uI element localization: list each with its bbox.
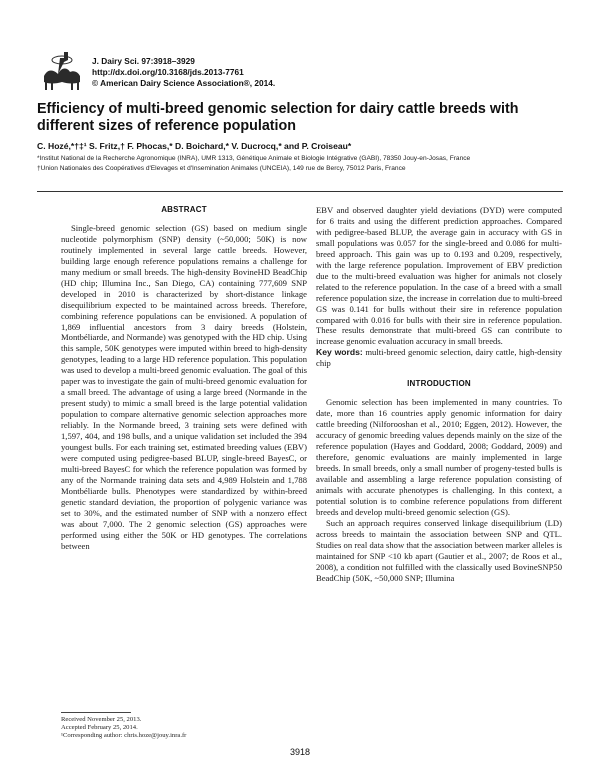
affiliation-unceia: †Union Nationales des Coopératives d'Elevages et d'Insemination Animales (UNCEIA), 149 rue de Bercy, 75012 Paris, France [37, 165, 406, 172]
journal-logo [38, 48, 86, 92]
abstract-heading: ABSTRACT [161, 205, 207, 214]
footnotes [61, 716, 307, 741]
abstract-column [61, 205, 307, 552]
right-column [316, 205, 562, 583]
doi-link[interactable]: http://dx.doi.org/10.3168/jds.2013-7761 [92, 67, 244, 77]
journal-header [92, 56, 275, 89]
footnote-divider [61, 712, 131, 713]
affiliations [37, 154, 561, 174]
citation: J. Dairy Sci. 97:3918–3929 [92, 56, 195, 66]
intro-paragraph-1: Genomic selection has been implemented in many countries. To date, more than 16 countries apply genomic information for dairy cattle breeding (Nilforooshan et al., 2010; Eggen, 2012). However, the accuracy of genomic breeding values depends mainly on the size of the reference population (Hayes and Goddard, 2008; Goddard, 2009) and therefore, genomic evaluations are mainly implemented in large breeds. In small breeds, only a small number of progeny-tested bulls is available and assembling a large reference population consisting of animals with accurate phenotypes is challenging. In this context, a potential solution is to combine reference populations from different breeds and develop multi-breed genomic selection (GS). [316, 397, 562, 517]
corresponding-author: ¹Corresponding author: chris.hoze@jouy.inra.fr [61, 732, 187, 740]
abstract-text-part-1: Single-breed genomic selection (GS) based on medium single nucleotide polymorphism (SNP) density (~50,000; 50K) is now routinely implemented in several large cattle breeds. However, building large enough reference populations remains a challenge for many medium or small breeds. The high-density BovineHD BeadChip (HD chip; Illumina Inc., San Diego, CA) containing 777,609 SNP developed in 2010 is characterized by short-distance linkage disequilibrium expected to be maintained across breeds. Therefore, combining reference populations can be envisioned. A population of 1,869 influential ancestors from 3 dairy breeds (Holstein, Montbéliarde, and Normande) was genotyped with the HD chip. Using this sample, 50K genotypes were imputed within breed to high-density genotypes, leading to a large HD reference population. This population was used to develop a multi-breed genomic evaluation. The goal of this paper was to investigate the gain of multi-breed genomic evaluation for a small breed. The advantage of using a large breed (Normande in the present study) to mimic a small breed is the large potential validation population to compare alternative genomic selection approaches more reliably. In the Normande breed, 3 training sets were defined with 1,597, 404, and 198 bulls, and a unique validation set included the 394 youngest bulls. For each training set, estimated breeding values (EBV) were computed using pedigree-based BLUP, single-breed BayesC, or multi-breed BayesC for which the reference population was formed by any of the Normande training data sets and 4,989 Holstein and 1,788 Montbéliarde bulls. Phenotypes were standardized by within-breed genetic standard deviation, the proportion of polygenic variance was set to 30%, and the estimated number of SNP with a nonzero effect was about 7,000. The 2 genomic selection (GS) approaches were performed using either the 50K or HD genotypes. The correlations between [61, 222, 307, 551]
page-number: 3918 [289, 747, 311, 757]
header-divider [37, 191, 563, 192]
copyright: © American Dairy Science Association®, 2014. [92, 78, 276, 88]
affiliation-inra: *Institut National de la Recherche Agronomique (INRA), UMR 1313, Génétique Animale et Biologie Intégrative (GABI), 78350 Jouy-en-Josas, France [37, 155, 471, 162]
keywords-label: Key words: [316, 347, 363, 358]
abstract-text-part-2: EBV and observed daughter yield deviations (DYD) were computed for 6 traits and using the different prediction approaches. Compared with pedigree-based BLUP, the average gain in accuracy with GS in small populations was 0.057 for the single-breed and 0.086 for multi-breed approach. This gain was up to 0.193 and 0.209, respectively, with the large reference population. Improvement of EBV prediction due to the multi-breed evaluation was higher for animals not closely related to the reference population. In the case of a breed with a small reference population size, the increase in correlation due to multi-breed GS was 0.141 for bulls without their sire in reference population compared with 0.016 for bulls with their sire in reference population. These results demonstrate that multi-breed GS can contribute to increase genomic evaluation accuracy in small breeds. [316, 205, 562, 347]
introduction-heading: INTRODUCTION [407, 379, 471, 389]
received-date: Received November 25, 2013. [61, 716, 142, 723]
keywords-text: multi-breed genomic selection, dairy cattle, high-density chip [316, 347, 563, 369]
accepted-date: Accepted February 25, 2014. [61, 724, 138, 732]
keywords [316, 347, 562, 369]
intro-paragraph-2: Such an approach requires conserved linkage disequilibrium (LD) across breeds to maintain the association between SNP and QTL. Studies on real data show that the association between marker alleles is maintained for SNP <10 kb apart (Gautier et al., 2007; de Roos et al., 2008), a condition not fulfilled with the classically used BovineSNP50 BeadChip (50K, ~50,000 SNP; Illumina [316, 517, 562, 583]
article-title: Efficiency of multi-breed genomic selection for dairy cattle breeds with different sizes of reference population [37, 101, 519, 134]
author-list: C. Hozé,*†‡¹ S. Fritz,† F. Phocas,* D. Boichard,* V. Ducrocq,* and P. Croiseau* [37, 141, 352, 151]
